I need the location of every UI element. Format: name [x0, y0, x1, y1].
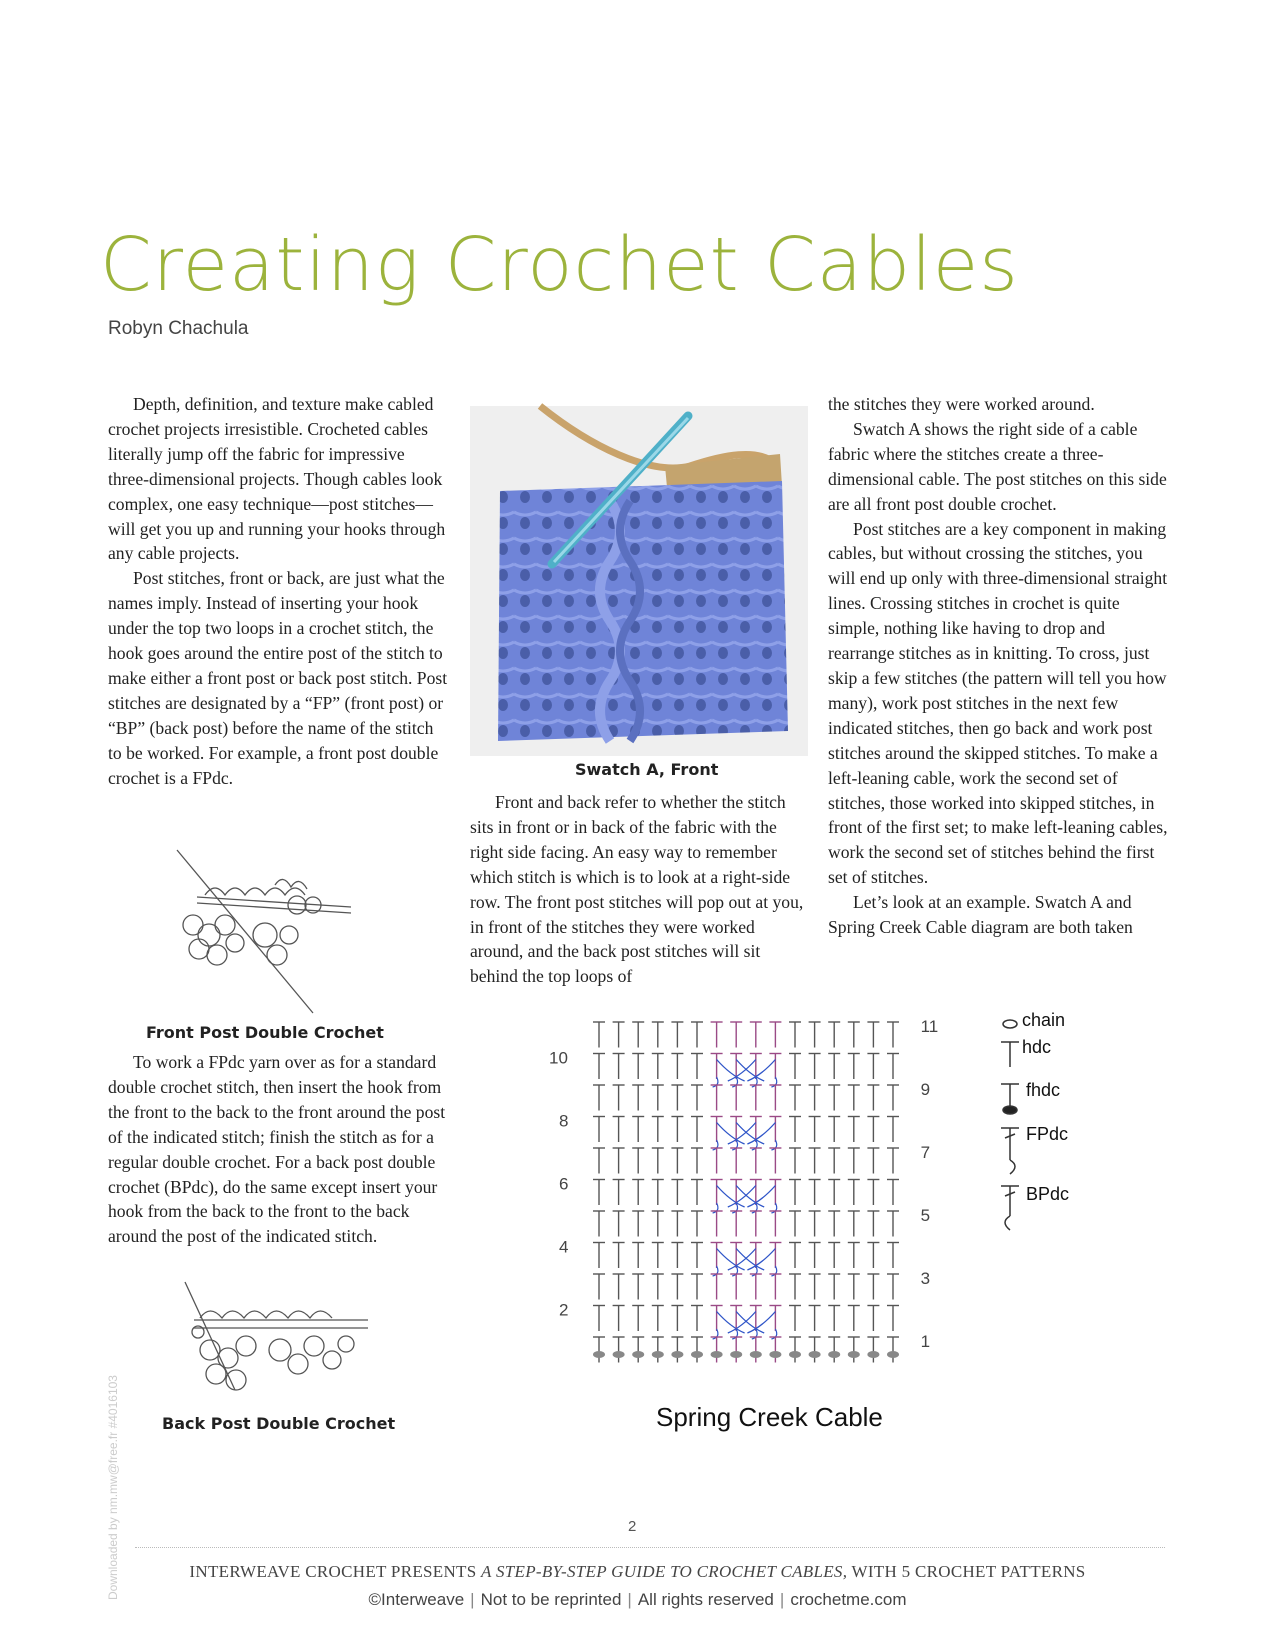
chain-stitch	[671, 1351, 683, 1358]
cable-cross	[717, 1123, 745, 1145]
footer-rights: All rights reserved	[637, 1590, 774, 1609]
spring-creek-cable-chart	[549, 1010, 985, 1390]
paragraph: Let’s look at an example. Swatch A and Spring Creek Cable diagram are both taken	[828, 892, 1133, 938]
fpdc-caption: Front Post Double Crochet	[146, 1023, 384, 1042]
footer-text: INTERWEAVE CROCHET PRESENTS	[189, 1562, 482, 1581]
cable-cross	[717, 1249, 745, 1271]
row-label: 1	[920, 1332, 931, 1351]
chain-stitch	[730, 1351, 742, 1358]
front-post-double-crochet-illustration	[165, 845, 360, 1020]
footer-separator: |	[627, 1590, 632, 1609]
cable-cross	[736, 1123, 764, 1145]
chain-stitch	[711, 1351, 723, 1358]
back-post-double-crochet-illustration	[180, 1280, 370, 1410]
chain-stitch	[887, 1351, 899, 1358]
footer-legal	[0, 1590, 1275, 1610]
legend-fpdc: FPdc	[1026, 1124, 1069, 1144]
chain-stitch	[691, 1351, 703, 1358]
cable-cross	[717, 1060, 745, 1082]
chain-icon	[1003, 1020, 1017, 1028]
chain-stitch	[828, 1351, 840, 1358]
paragraph: To work a FPdc yarn over as for a standard double crochet stitch, then insert the hook from the front to the back to the front around the post of the indicated stitch; finish the stitch as for a regular double crochet. For a back post double crochet (BPdc), do the same except insert your hook from the back to the front to the back around the post of the indicated stitch.	[108, 1052, 446, 1247]
chain-stitch	[652, 1351, 664, 1358]
row-label: 3	[920, 1269, 931, 1288]
row-label: 8	[559, 1111, 569, 1131]
cable-cross	[728, 1186, 756, 1208]
cable-cross	[728, 1249, 756, 1271]
footer-separator: |	[779, 1590, 785, 1609]
column-1-top	[108, 392, 448, 791]
column-2-text	[470, 790, 810, 989]
cable-cross	[736, 1060, 764, 1082]
cable-cross	[717, 1186, 745, 1208]
footer-title	[0, 1562, 1275, 1582]
cable-cross	[728, 1123, 756, 1145]
cable-cross	[717, 1312, 745, 1334]
swatch-caption: Swatch A, Front	[575, 760, 719, 779]
legend-chain: chain	[1022, 1010, 1066, 1030]
cable-cross	[736, 1186, 764, 1208]
cable-cross	[728, 1312, 756, 1334]
legend-bpdc: BPdc	[1026, 1184, 1070, 1204]
footer-notice: Not to be reprinted	[480, 1590, 622, 1609]
cable-cross	[747, 1186, 775, 1208]
footer-separator: |	[470, 1590, 475, 1609]
legend-hdc: hdc	[1022, 1037, 1052, 1057]
footer-book-title: A STEP-BY-STEP GUIDE TO CROCHET CABLES,	[481, 1562, 848, 1581]
row-label: 11	[920, 1017, 939, 1036]
download-watermark: Downloaded by nm.mw@free.fr #4016103	[106, 1375, 120, 1600]
row-label: 6	[559, 1174, 569, 1194]
row-label: 4	[559, 1237, 569, 1257]
legend-fhdc: fhdc	[1026, 1080, 1061, 1100]
cable-cross	[736, 1312, 764, 1334]
column-3	[828, 392, 1168, 940]
chain-stitch	[750, 1351, 762, 1358]
footer-site-link[interactable]: crochetme.com	[790, 1590, 907, 1609]
chain-stitch	[613, 1351, 625, 1358]
paragraph: Post stitches are a key component in making cables, but without crossing the stitches, you will end up only with three-dimensional straight lines. Crossing stitches in crochet is quite simple, nothing like having to drop and rearrange stitches as in knitting. To cross, just skip a few stitches (the pattern will tell you how many), work post stitches in the next few indicated stitches, then go back and work post stitches around the skipped stitches. To make a left-leaning cable, work the second set of stitches, those worked into skipped stitches, in front of the first set; to make left-leaning cables, work the second set of stitches behind the first set of stitches.	[828, 518, 1168, 888]
chain-stitch	[769, 1351, 781, 1358]
cable-cross	[747, 1123, 775, 1145]
paragraph: Depth, definition, and texture make cabled crochet projects irresistible. Crocheted cables literally jump off the fabric for impressive three-dimensional projects. Though cables look complex, one easy technique—post stitches—will get you up and running your hooks through any cable projects.	[108, 394, 446, 564]
cable-cross	[747, 1312, 775, 1334]
chart-legend-symbols	[995, 1012, 1025, 1232]
paragraph: Post stitches, front or back, are just what the names imply. Instead of inserting your hook under the top two loops in a crochet stitch, the hook goes around the entire post of the stitch to make either a front post or back post stitch. Post stitches are designated by a “FP” (front post) or “BP” (back post) before the name of the stitch to be worked. For example, a front post double crochet is a FPdc.	[108, 568, 448, 788]
chain-stitch	[848, 1351, 860, 1358]
row-label: 9	[920, 1080, 931, 1099]
chart-title: Spring Creek Cable	[656, 1402, 883, 1432]
row-label: 2	[559, 1300, 569, 1320]
chain-stitch	[593, 1351, 605, 1358]
author-name: Robyn Chachula	[108, 318, 249, 339]
row-label: 5	[920, 1206, 931, 1225]
page-title: Creating Crochet Cables	[100, 222, 1019, 308]
page-number: 2	[628, 1518, 637, 1535]
footer-text: WITH 5 CROCHET PATTERNS	[847, 1562, 1086, 1581]
row-label: 7	[920, 1143, 931, 1162]
paragraph: Front and back refer to whether the stitch sits in front or in back of the fabric with the right side facing. An easy way to remember which stitch is which is to look at a right-side row. The front post stitches will pop out at you, in front of the stitches they were worked around, and the back post stitches will sit behind the top loops of	[470, 792, 804, 987]
cable-cross	[747, 1060, 775, 1082]
bpdc-caption: Back Post Double Crochet	[162, 1414, 396, 1433]
column-1-bottom	[108, 1050, 448, 1249]
paragraph: the stitches they were worked around.	[828, 394, 1095, 414]
cable-cross	[736, 1249, 764, 1271]
cable-cross	[728, 1060, 756, 1082]
chain-stitch	[809, 1351, 821, 1358]
cable-cross	[747, 1249, 775, 1271]
swatch-photo	[470, 406, 808, 756]
row-label: 10	[549, 1048, 568, 1068]
chain-stitch	[632, 1351, 644, 1358]
chain-stitch	[789, 1351, 801, 1358]
footer-divider	[135, 1547, 1165, 1548]
paragraph: Swatch A shows the right side of a cable fabric where the stitches create a three-dimensional cable. The post stitches on this side are all front post double crochet.	[828, 418, 1167, 514]
chain-stitch	[867, 1351, 879, 1358]
footer-copyright: ©Interweave	[368, 1590, 465, 1609]
